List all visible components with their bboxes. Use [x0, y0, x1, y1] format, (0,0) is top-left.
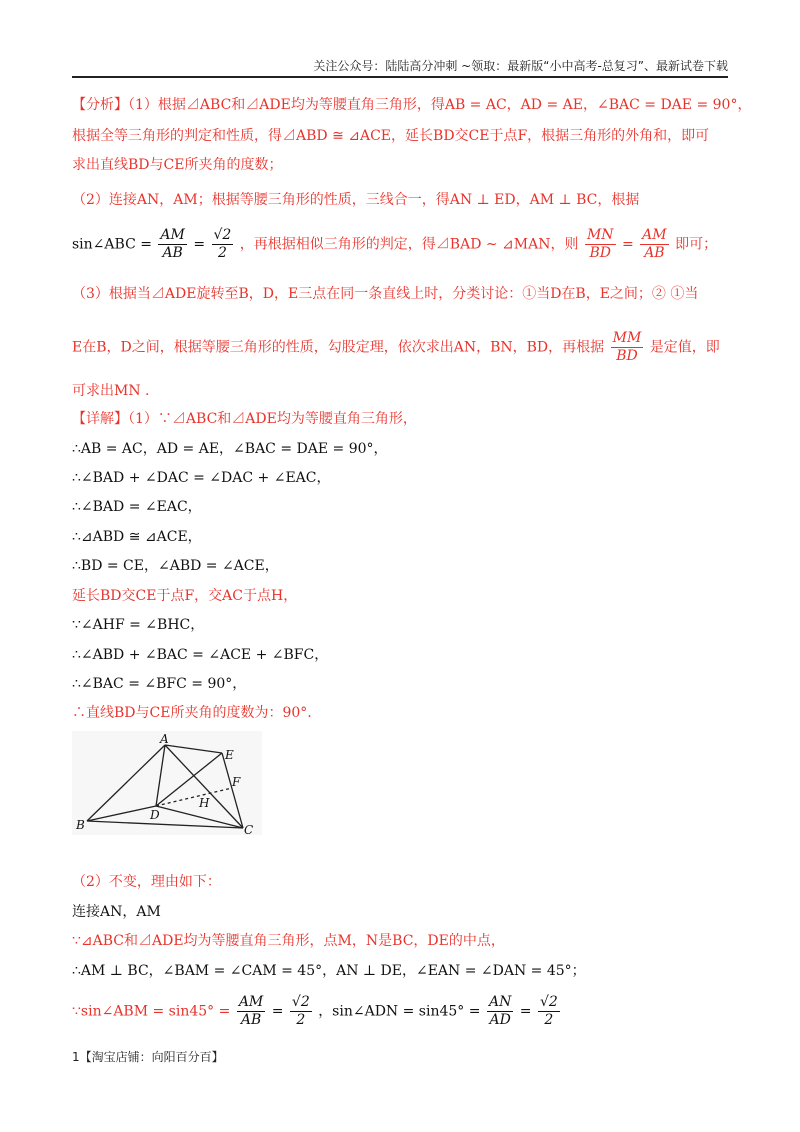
part2-line-1: （2）不变，理由如下： — [72, 874, 221, 890]
fraction-mn-bd — [585, 227, 616, 262]
point-label-c: C — [244, 823, 254, 835]
fraction-numerator: √2 — [213, 227, 232, 243]
fraction-denominator: AD — [489, 1012, 511, 1028]
point-label-a: A — [160, 732, 169, 746]
detail-line-5: ∴⊿ABD ≅ ⊿ACE， — [72, 529, 202, 545]
fraction-numerator: AN — [488, 994, 512, 1010]
sin-expression: ，sin∠ADN = sin45° = — [318, 1003, 481, 1020]
part2-line-2: 连接AN，AM — [72, 904, 161, 920]
detail-line-11: ∴直线BD与CE所夹角的度数为：90°. — [72, 705, 312, 721]
point-label-b: B — [76, 818, 85, 832]
analysis-line-1: 【分析】（1）根据⊿ABC和⊿ADE均为等腰直角三角形，得AB = AC，AD = AE，∠BAC = DAE = 90°， — [72, 97, 752, 113]
detail-line-10: ∴∠BAC = ∠BFC = 90°， — [72, 676, 247, 692]
fraction-numerator: MN — [586, 227, 614, 243]
part2-line-5 — [72, 994, 562, 1029]
fraction-denominator: AB — [644, 245, 665, 261]
fraction-numerator: AM — [238, 994, 264, 1010]
part2-line-4: ∴AM ⊥ BC，∠BAM = ∠CAM = 45°，AN ⊥ DE，∠EAN = ∠DAN = 45°； — [72, 963, 586, 979]
analysis-line-3: 求出直线BD与CE所夹角的度数； — [72, 157, 283, 173]
part2-line-3: ∵⊿ABC和⊿ADE均为等腰直角三角形，点M，N是BC，DE的中点， — [72, 933, 505, 949]
fraction-numerator: AM — [642, 227, 667, 243]
fraction-denominator: AB — [240, 1012, 262, 1028]
fraction-root2-2 — [212, 227, 234, 262]
detail-line-9: ∴∠ABD + ∠BAC = ∠ACE + ∠BFC， — [72, 647, 329, 663]
fraction-am-ab — [237, 994, 265, 1029]
fraction-denominator: BD — [589, 245, 611, 261]
fraction-denominator: BD — [616, 348, 638, 364]
point-label-h: H — [199, 796, 210, 810]
analysis-line-8: 可求出MN . — [72, 383, 150, 399]
equals-sign: = — [621, 236, 634, 253]
fraction-numerator: √2 — [291, 994, 310, 1010]
fraction-denominator: 2 — [217, 245, 227, 261]
analysis-text: 即可； — [675, 236, 718, 253]
point-label-f: F — [232, 775, 241, 789]
fraction-root2-2-b — [538, 994, 560, 1029]
fraction-mm-bd — [611, 330, 644, 365]
analysis-line-5 — [72, 227, 717, 262]
equals-sign: = — [271, 1003, 284, 1020]
analysis-text: ，再根据相似三角形的判定，得⊿BAD ∼ ⊿MAN，则 — [239, 236, 579, 253]
analysis-line-7 — [72, 330, 720, 365]
detail-line-4: ∴∠BAD = ∠EAC， — [72, 499, 202, 515]
fraction-am-ab — [158, 227, 186, 262]
page-header — [72, 56, 728, 78]
point-label-e: E — [225, 748, 234, 762]
footer-text: 1【淘宝店铺：向阳百分百】 — [72, 1050, 224, 1064]
geometry-figure-svg — [72, 731, 262, 835]
fraction-numerator: MM — [612, 330, 642, 346]
equals-sign: = — [193, 236, 206, 253]
analysis-line-2: 根据全等三角形的判定和性质，得⊿ABD ≅ ⊿ACE，延长BD交CE于点F，根据三角形的外角和，即可 — [72, 128, 710, 144]
fraction-numerator: AM — [160, 227, 185, 243]
detail-line-8: ∵∠AHF = ∠BHC， — [72, 617, 205, 633]
detail-line-7: 延长BD交CE于点F，交AC于点H， — [72, 588, 298, 604]
fraction-root2-2 — [290, 994, 312, 1029]
geometry-figure — [72, 731, 262, 835]
detail-line-3: ∴∠BAD + ∠DAC = ∠DAC + ∠EAC， — [72, 470, 331, 486]
page-footer — [72, 1048, 224, 1065]
point-label-d: D — [150, 808, 160, 822]
detail-line-2: ∴AB = AC，AD = AE，∠BAC = DAE = 90°， — [72, 441, 388, 457]
detail-line-6: ∴BD = CE，∠ABD = ∠ACE， — [72, 558, 279, 574]
fraction-denominator: AB — [162, 245, 183, 261]
analysis-text: 是定值，即 — [649, 339, 720, 356]
fraction-denominator: 2 — [296, 1012, 306, 1028]
detail-line-1: 【详解】（1）∵⊿ABC和⊿ADE均为等腰直角三角形， — [72, 411, 417, 427]
sin-expression: sin∠ABC = — [72, 236, 152, 253]
equals-sign: = — [519, 1003, 532, 1020]
fraction-am-ab-2 — [640, 227, 668, 262]
fraction-denominator: 2 — [544, 1012, 554, 1028]
fraction-numerator: √2 — [539, 994, 558, 1010]
analysis-line-4: （2）连接AN，AM；根据等腰三角形的性质，三线合一，得AN ⊥ ED，AM ⊥ BC，根据 — [72, 192, 640, 208]
analysis-text: E在B，D之间，根据等腰三角形的性质，勾股定理，依次求出AN，BN，BD，再根据 — [72, 339, 605, 356]
because-symbol-text: ∵sin∠ABM = sin45° = — [72, 1003, 231, 1020]
header-text: 关注公众号：陆陆高分冲刺 ~领取：最新版“小中高考-总复习”、最新试卷下载 — [313, 59, 728, 73]
fraction-an-ad — [487, 994, 513, 1029]
analysis-line-6: （3）根据当⊿ADE旋转至B，D，E三点在同一条直线上时，分类讨论：①当D在B，E之间；② ①当 — [72, 286, 699, 302]
